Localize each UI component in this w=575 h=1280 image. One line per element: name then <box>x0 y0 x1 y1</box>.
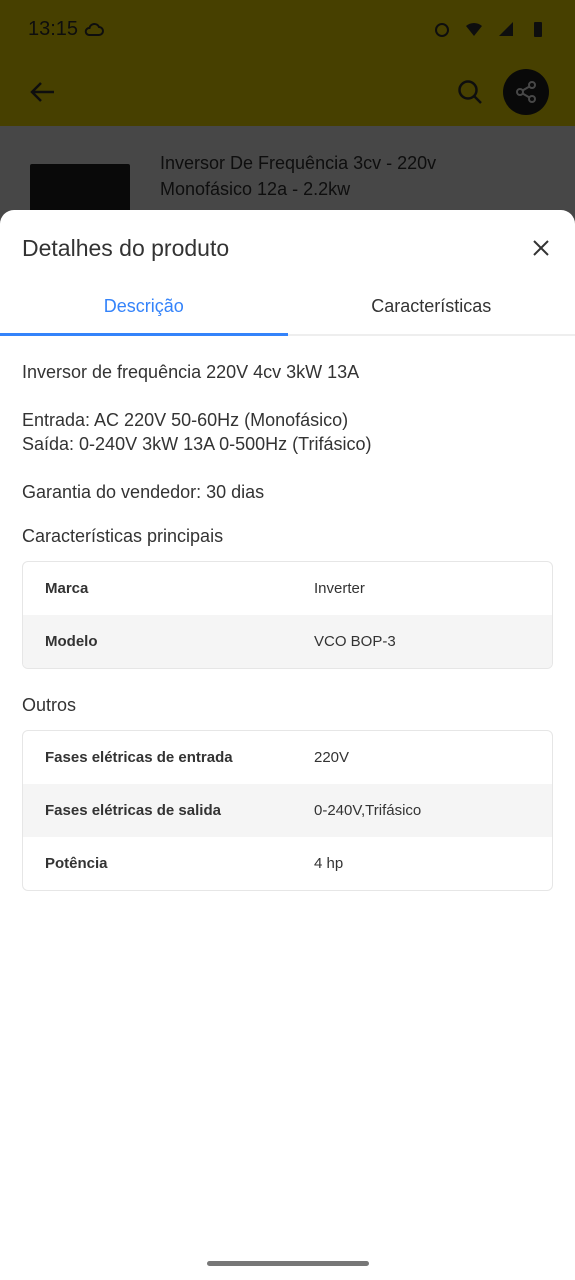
spec-row <box>23 615 552 668</box>
spec-row <box>23 837 552 890</box>
sheet-title: Detalhes do produto <box>22 234 230 261</box>
spec-key: Fases elétricas de entrada <box>45 749 233 766</box>
description-line: Inversor de frequência 220V 4cv 3kW 13A <box>22 362 360 382</box>
close-icon <box>533 240 549 256</box>
spec-value: 4 hp <box>314 855 344 872</box>
spec-key: Potência <box>45 855 108 872</box>
main-specs-table <box>22 561 553 669</box>
product-details-sheet <box>0 210 575 1280</box>
tab-descricao[interactable]: Descrição <box>103 296 184 316</box>
other-specs-title: Outros <box>22 695 77 715</box>
tab-bar <box>0 286 575 336</box>
tab-caracteristicas[interactable]: Características <box>371 296 492 316</box>
home-indicator[interactable] <box>207 1261 369 1266</box>
sheet-content <box>0 336 575 891</box>
spec-row <box>23 562 552 615</box>
close-button[interactable] <box>529 236 553 260</box>
spec-row <box>23 784 552 837</box>
spec-key: Modelo <box>45 633 98 650</box>
description-line: Entrada: AC 220V 50-60Hz (Monofásico) <box>22 410 349 430</box>
main-specs-title: Características principais <box>22 526 224 546</box>
active-tab-indicator <box>0 333 288 336</box>
spec-value: 220V <box>314 749 350 766</box>
spec-key: Marca <box>45 580 89 597</box>
spec-value: 0-240V,Trifásico <box>314 802 422 819</box>
description-line: Saída: 0-240V 3kW 13A 0-500Hz (Trifásico) <box>22 434 372 454</box>
spec-value: VCO BOP-3 <box>314 633 396 650</box>
spec-value: Inverter <box>314 580 365 597</box>
spec-row <box>23 731 552 784</box>
description-line: Garantia do vendedor: 30 dias <box>22 482 265 502</box>
spec-key: Fases elétricas de salida <box>45 802 221 819</box>
sheet-header <box>0 210 575 286</box>
other-specs-table <box>22 730 553 891</box>
